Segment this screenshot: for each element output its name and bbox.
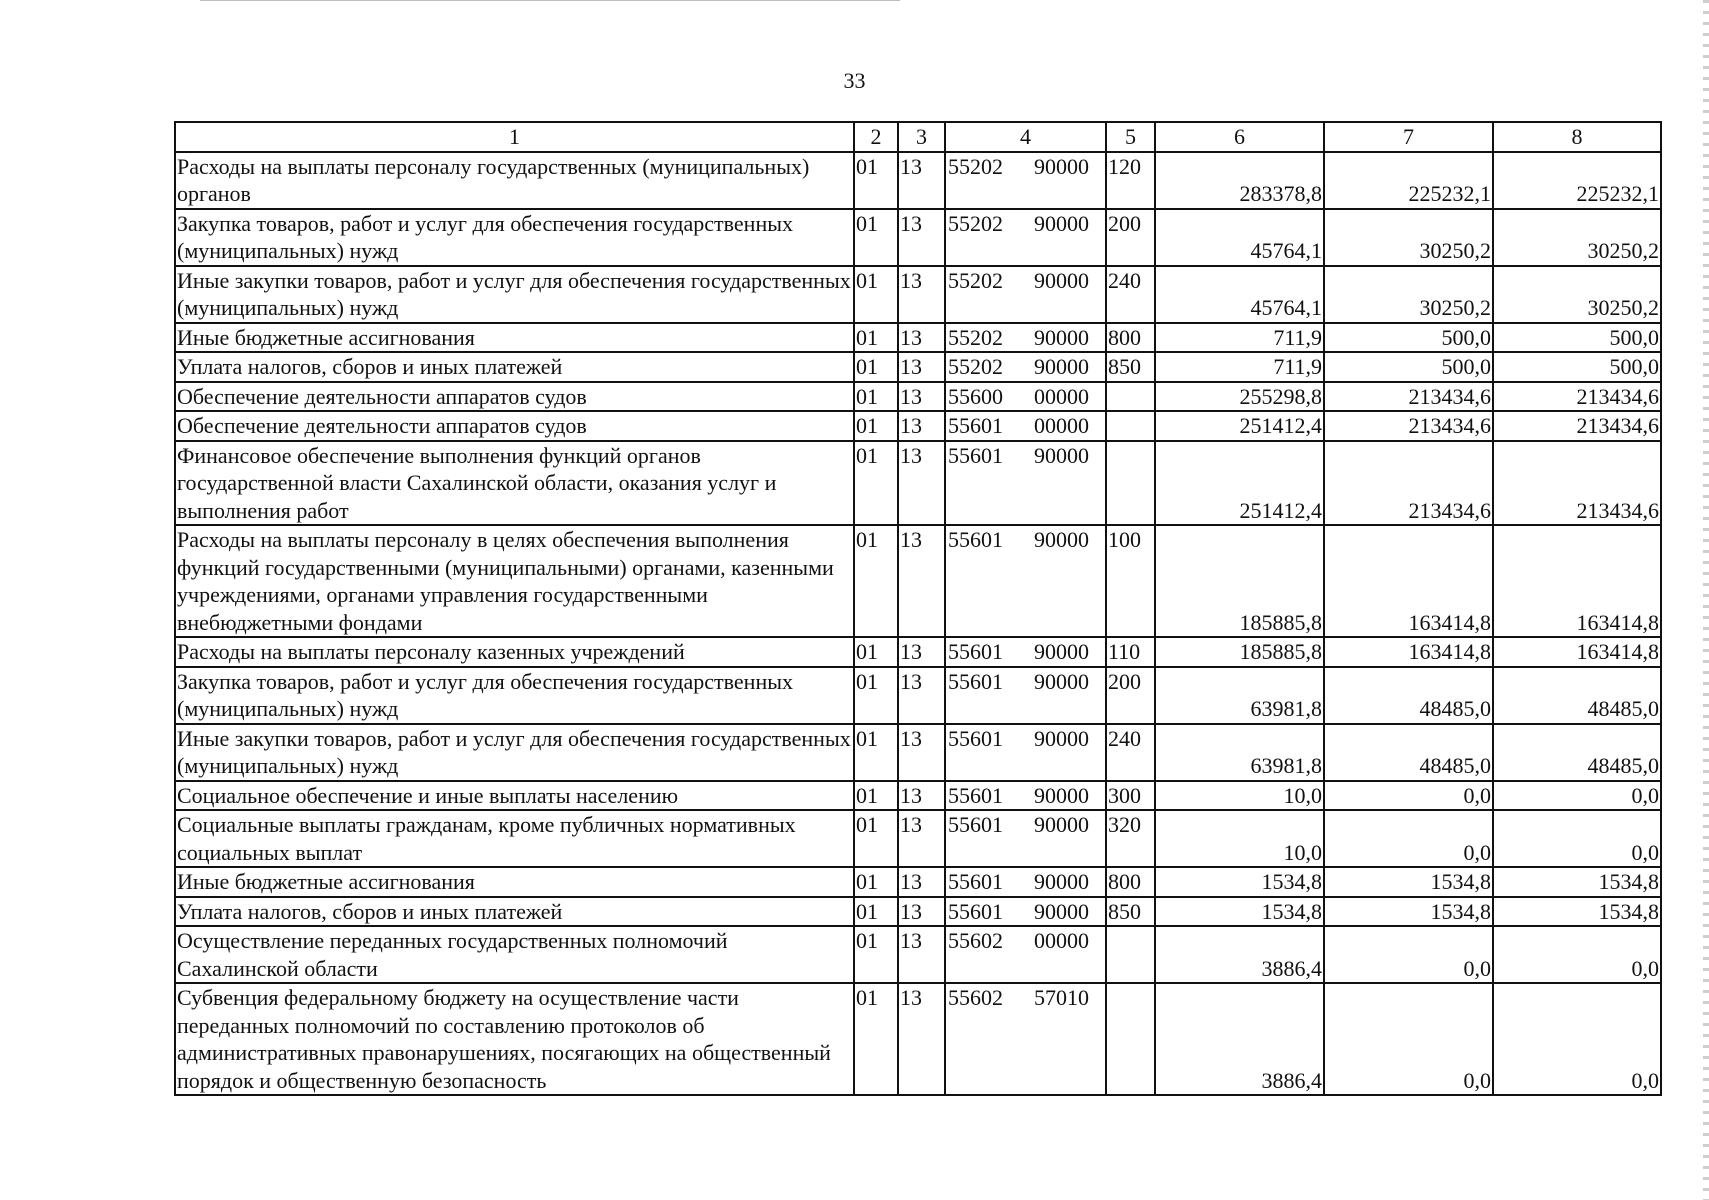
target-article-code-parts (946, 668, 1105, 696)
amount-col-7: 213434,6 (1324, 441, 1493, 526)
direction-code: 90000 (1034, 442, 1089, 468)
direction-code: 00000 (1034, 928, 1089, 953)
direction-code: 90000 (1034, 354, 1089, 379)
target-article-code (945, 411, 1106, 441)
direction-code: 00000 (1034, 383, 1089, 409)
target-article-code (945, 266, 1106, 323)
amount-col-6: 185885,8 (1155, 637, 1324, 667)
amount-col-8: 0,0 (1493, 926, 1661, 983)
amount-col-7: 225232,1 (1324, 152, 1493, 209)
table-row (175, 983, 1661, 1095)
target-article-code (945, 209, 1106, 266)
expense-type-code: 300 (1106, 781, 1155, 811)
section-code: 01 (854, 897, 898, 927)
target-article-code-parts (946, 383, 1105, 411)
scan-top-rule (200, 0, 900, 1)
row-name: Субвенция федеральному бюджету на осуществление части переданных полномочий по составлению протоколов об административных правонарушениях, посягающих на общественный порядок и общественную безопасность (175, 983, 854, 1095)
amount-col-6: 45764,1 (1155, 209, 1324, 266)
subsection-code: 13 (898, 441, 945, 526)
target-article-code (945, 724, 1106, 781)
program-code: 55202 (948, 267, 1003, 293)
target-article-code-parts (946, 526, 1105, 554)
amount-col-8: 48485,0 (1493, 667, 1661, 724)
amount-col-7: 0,0 (1324, 983, 1493, 1095)
row-name: Уплата налогов, сборов и иных платежей (175, 897, 854, 927)
amount-col-6: 1534,8 (1155, 897, 1324, 927)
column-header-1: 1 (175, 122, 854, 152)
section-code: 01 (854, 781, 898, 811)
amount-col-8: 0,0 (1493, 781, 1661, 811)
amount-col-7: 213434,6 (1324, 382, 1493, 412)
program-code: 55202 (948, 210, 1003, 236)
expense-type-code: 850 (1106, 352, 1155, 382)
table-row (175, 441, 1661, 526)
program-code: 55602 (948, 928, 1003, 953)
direction-code: 90000 (1034, 782, 1089, 808)
target-article-code (945, 637, 1106, 667)
target-article-code-parts (946, 353, 1105, 381)
amount-col-7: 0,0 (1324, 810, 1493, 867)
amount-col-7: 0,0 (1324, 926, 1493, 983)
expense-type-code (1106, 441, 1155, 526)
table-row (175, 867, 1661, 897)
direction-code: 90000 (1034, 324, 1089, 350)
section-code: 01 (854, 352, 898, 382)
section-code: 01 (854, 266, 898, 323)
expense-type-code (1106, 983, 1155, 1095)
expense-type-code (1106, 382, 1155, 412)
table-row (175, 724, 1661, 781)
amount-col-7: 48485,0 (1324, 724, 1493, 781)
row-name: Расходы на выплаты персоналу в целях обеспечения выполнения функций государственными (муниципальными) органами, казенными учреждениями, органами управления государственными внебюджетными фондами (175, 525, 854, 637)
direction-code: 90000 (1034, 812, 1089, 837)
program-code: 55601 (948, 442, 1003, 468)
direction-code: 57010 (1034, 985, 1089, 1010)
section-code: 01 (854, 152, 898, 209)
amount-col-8: 213434,6 (1493, 411, 1661, 441)
column-header-5: 5 (1106, 122, 1155, 152)
subsection-code: 13 (898, 266, 945, 323)
row-name: Финансовое обеспечение выполнения функций органов государственной власти Сахалинской области, оказания услуг и выполнения работ (175, 441, 854, 526)
row-name: Иные бюджетные ассигнования (175, 323, 854, 353)
target-article-code (945, 152, 1106, 209)
subsection-code: 13 (898, 867, 945, 897)
amount-col-6: 185885,8 (1155, 525, 1324, 637)
amount-col-8: 163414,8 (1493, 637, 1661, 667)
program-code: 55601 (948, 639, 1003, 664)
expense-type-code: 320 (1106, 810, 1155, 867)
table-row (175, 382, 1661, 412)
expense-type-code: 850 (1106, 897, 1155, 927)
direction-code: 90000 (1034, 267, 1089, 293)
direction-code: 90000 (1034, 210, 1089, 236)
program-code: 55601 (948, 869, 1003, 894)
direction-code: 90000 (1034, 527, 1089, 552)
amount-col-7: 163414,8 (1324, 637, 1493, 667)
row-name: Иные бюджетные ассигнования (175, 867, 854, 897)
row-name: Обеспечение деятельности аппаратов судов (175, 382, 854, 412)
header-row (175, 122, 1661, 152)
subsection-code: 13 (898, 411, 945, 441)
expense-type-code: 200 (1106, 209, 1155, 266)
target-article-code-parts (946, 984, 1105, 1012)
section-code: 01 (854, 382, 898, 412)
column-header-7: 7 (1324, 122, 1493, 152)
amount-col-8: 0,0 (1493, 810, 1661, 867)
section-code: 01 (854, 637, 898, 667)
target-article-code (945, 867, 1106, 897)
amount-col-7: 500,0 (1324, 323, 1493, 353)
row-name: Закупка товаров, работ и услуг для обеспечения государственных (муниципальных) нужд (175, 209, 854, 266)
amount-col-6: 255298,8 (1155, 382, 1324, 412)
target-article-code-parts (946, 442, 1105, 470)
amount-col-8: 500,0 (1493, 323, 1661, 353)
section-code: 01 (854, 411, 898, 441)
amount-col-6: 63981,8 (1155, 724, 1324, 781)
program-code: 55601 (948, 812, 1003, 837)
expense-type-code: 800 (1106, 323, 1155, 353)
subsection-code: 13 (898, 525, 945, 637)
amount-col-7: 163414,8 (1324, 525, 1493, 637)
amount-col-7: 500,0 (1324, 352, 1493, 382)
amount-col-8: 1534,8 (1493, 897, 1661, 927)
target-article-code-parts (946, 725, 1105, 753)
target-article-code (945, 983, 1106, 1095)
amount-col-8: 163414,8 (1493, 525, 1661, 637)
table-row (175, 323, 1661, 353)
target-article-code (945, 441, 1106, 526)
amount-col-8: 500,0 (1493, 352, 1661, 382)
budget-table (174, 121, 1662, 1096)
column-header-6: 6 (1155, 122, 1324, 152)
section-code: 01 (854, 667, 898, 724)
subsection-code: 13 (898, 637, 945, 667)
section-code: 01 (854, 926, 898, 983)
subsection-code: 13 (898, 352, 945, 382)
section-code: 01 (854, 323, 898, 353)
amount-col-8: 225232,1 (1493, 152, 1661, 209)
table-body (175, 152, 1661, 1096)
target-article-code (945, 926, 1106, 983)
subsection-code: 13 (898, 724, 945, 781)
table-row (175, 411, 1661, 441)
expense-type-code: 110 (1106, 637, 1155, 667)
direction-code: 90000 (1034, 668, 1089, 694)
program-code: 55601 (948, 668, 1003, 694)
program-code: 55601 (948, 527, 1003, 552)
table-row (175, 926, 1661, 983)
row-name: Уплата налогов, сборов и иных платежей (175, 352, 854, 382)
target-article-code (945, 525, 1106, 637)
target-article-code (945, 897, 1106, 927)
column-header-4: 4 (945, 122, 1106, 152)
expense-type-code: 240 (1106, 724, 1155, 781)
subsection-code: 13 (898, 781, 945, 811)
program-code: 55601 (948, 725, 1003, 751)
row-name: Социальное обеспечение и иные выплаты населению (175, 781, 854, 811)
amount-col-7: 213434,6 (1324, 411, 1493, 441)
target-article-code-parts (946, 811, 1105, 839)
program-code: 55202 (948, 153, 1003, 179)
table-row (175, 209, 1661, 266)
subsection-code: 13 (898, 323, 945, 353)
program-code: 55601 (948, 782, 1003, 808)
section-code: 01 (854, 525, 898, 637)
scan-edge-artifact (1703, 0, 1709, 1200)
expense-type-code: 120 (1106, 152, 1155, 209)
column-header-2: 2 (854, 122, 898, 152)
section-code: 01 (854, 983, 898, 1095)
amount-col-6: 711,9 (1155, 323, 1324, 353)
row-name: Обеспечение деятельности аппаратов судов (175, 411, 854, 441)
direction-code: 90000 (1034, 153, 1089, 179)
amount-col-7: 30250,2 (1324, 209, 1493, 266)
row-name: Закупка товаров, работ и услуг для обеспечения государственных (муниципальных) нужд (175, 667, 854, 724)
amount-col-8: 1534,8 (1493, 867, 1661, 897)
direction-code: 90000 (1034, 869, 1089, 894)
direction-code: 90000 (1034, 898, 1089, 924)
program-code: 55601 (948, 413, 1003, 438)
target-article-code-parts (946, 153, 1105, 181)
target-article-code (945, 667, 1106, 724)
table-row (175, 637, 1661, 667)
target-article-code-parts (946, 782, 1105, 810)
amount-col-6: 10,0 (1155, 781, 1324, 811)
program-code: 55202 (948, 354, 1003, 379)
amount-col-7: 0,0 (1324, 781, 1493, 811)
program-code: 55602 (948, 985, 1003, 1010)
section-code: 01 (854, 810, 898, 867)
page-number: 33 (843, 68, 866, 93)
table-row (175, 781, 1661, 811)
amount-col-7: 48485,0 (1324, 667, 1493, 724)
target-article-code (945, 352, 1106, 382)
expense-type-code: 800 (1106, 867, 1155, 897)
direction-code: 00000 (1034, 413, 1089, 438)
table-row (175, 266, 1661, 323)
table-row (175, 897, 1661, 927)
program-code: 55202 (948, 324, 1003, 350)
target-article-code-parts (946, 927, 1105, 955)
table-row (175, 810, 1661, 867)
amount-col-6: 3886,4 (1155, 926, 1324, 983)
row-name: Расходы на выплаты персоналу казенных учреждений (175, 637, 854, 667)
section-code: 01 (854, 867, 898, 897)
target-article-code (945, 810, 1106, 867)
subsection-code: 13 (898, 667, 945, 724)
target-article-code-parts (946, 324, 1105, 352)
amount-col-6: 45764,1 (1155, 266, 1324, 323)
row-name: Социальные выплаты гражданам, кроме публичных нормативных социальных выплат (175, 810, 854, 867)
row-name: Иные закупки товаров, работ и услуг для обеспечения государственных (муниципальных) нужд (175, 266, 854, 323)
target-article-code-parts (946, 898, 1105, 926)
amount-col-6: 3886,4 (1155, 983, 1324, 1095)
subsection-code: 13 (898, 926, 945, 983)
amount-col-8: 213434,6 (1493, 441, 1661, 526)
table-row (175, 152, 1661, 209)
subsection-code: 13 (898, 897, 945, 927)
section-code: 01 (854, 441, 898, 526)
target-article-code-parts (946, 412, 1105, 440)
amount-col-7: 1534,8 (1324, 897, 1493, 927)
column-header-8: 8 (1493, 122, 1661, 152)
amount-col-6: 711,9 (1155, 352, 1324, 382)
amount-col-6: 283378,8 (1155, 152, 1324, 209)
program-code: 55601 (948, 898, 1003, 924)
target-article-code (945, 323, 1106, 353)
amount-col-8: 30250,2 (1493, 266, 1661, 323)
subsection-code: 13 (898, 983, 945, 1095)
target-article-code-parts (946, 210, 1105, 238)
expense-type-code: 100 (1106, 525, 1155, 637)
direction-code: 90000 (1034, 725, 1089, 751)
row-name: Расходы на выплаты персоналу государственных (муниципальных) органов (175, 152, 854, 209)
target-article-code-parts (946, 267, 1105, 295)
section-code: 01 (854, 724, 898, 781)
amount-col-6: 251412,4 (1155, 411, 1324, 441)
expense-type-code (1106, 411, 1155, 441)
expense-type-code: 240 (1106, 266, 1155, 323)
amount-col-6: 10,0 (1155, 810, 1324, 867)
table-row (175, 525, 1661, 637)
target-article-code (945, 382, 1106, 412)
column-header-3: 3 (898, 122, 945, 152)
target-article-code-parts (946, 638, 1105, 666)
subsection-code: 13 (898, 152, 945, 209)
section-code: 01 (854, 209, 898, 266)
amount-col-8: 213434,6 (1493, 382, 1661, 412)
table-row (175, 667, 1661, 724)
expense-type-code: 200 (1106, 667, 1155, 724)
target-article-code-parts (946, 868, 1105, 896)
direction-code: 90000 (1034, 639, 1089, 664)
amount-col-7: 30250,2 (1324, 266, 1493, 323)
row-name: Осуществление переданных государственных полномочий Сахалинской области (175, 926, 854, 983)
amount-col-8: 48485,0 (1493, 724, 1661, 781)
amount-col-8: 0,0 (1493, 983, 1661, 1095)
amount-col-6: 63981,8 (1155, 667, 1324, 724)
amount-col-7: 1534,8 (1324, 867, 1493, 897)
amount-col-6: 1534,8 (1155, 867, 1324, 897)
table-row (175, 352, 1661, 382)
subsection-code: 13 (898, 209, 945, 266)
target-article-code (945, 781, 1106, 811)
amount-col-8: 30250,2 (1493, 209, 1661, 266)
row-name: Иные закупки товаров, работ и услуг для обеспечения государственных (муниципальных) нужд (175, 724, 854, 781)
expense-type-code (1106, 926, 1155, 983)
subsection-code: 13 (898, 382, 945, 412)
amount-col-6: 251412,4 (1155, 441, 1324, 526)
program-code: 55600 (948, 383, 1003, 409)
subsection-code: 13 (898, 810, 945, 867)
